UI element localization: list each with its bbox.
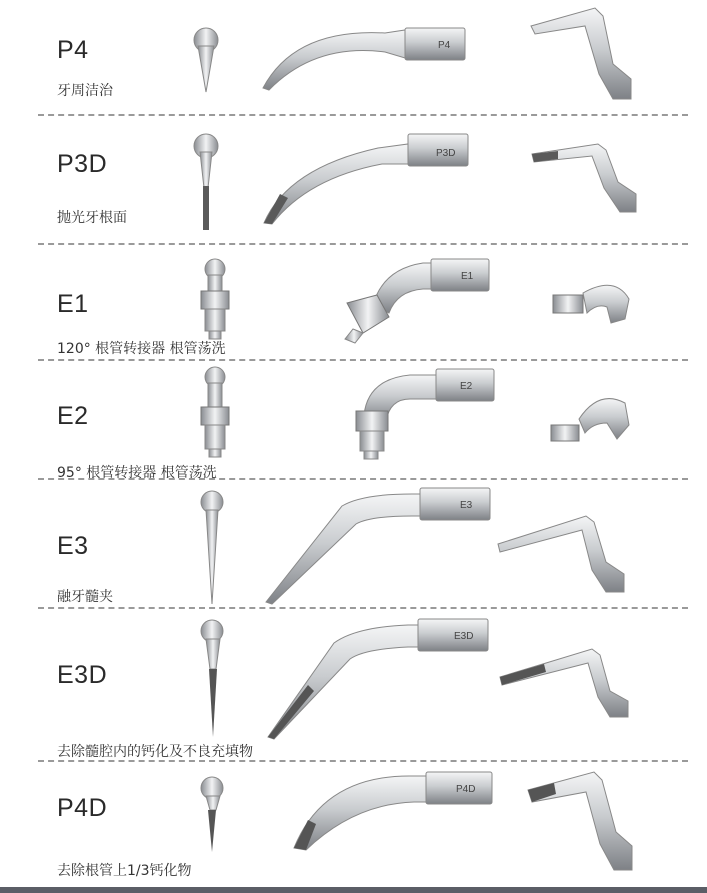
- tip-side-view: [255, 18, 495, 98]
- tip-side-view: [350, 365, 500, 465]
- tip-angled-view: [496, 639, 636, 719]
- tip-code: P4D: [57, 794, 108, 822]
- tip-label: P4D: [456, 784, 476, 795]
- tip-side-view: [262, 486, 494, 606]
- tip-front-view: [188, 128, 228, 238]
- tip-angled-view: [524, 770, 644, 880]
- tip-description: 抛光牙根面: [57, 210, 127, 226]
- tip-angled-view: [494, 504, 634, 594]
- tip-label: E3D: [454, 631, 474, 642]
- tip-side-view: [264, 768, 496, 858]
- tip-row-p4d: [0, 762, 707, 886]
- tip-label: E1: [461, 271, 474, 282]
- tip-label: P3D: [436, 148, 456, 159]
- tip-front-view: [196, 488, 236, 608]
- tip-code: E3D: [57, 661, 108, 689]
- tip-front-view: [195, 365, 235, 465]
- tip-description: 95° 根管转接器 根管荡洗: [57, 465, 217, 481]
- tip-code: P3D: [57, 150, 108, 178]
- tip-front-view: [198, 776, 238, 856]
- tip-side-view: [333, 255, 493, 345]
- tip-row-e3d: [0, 609, 707, 761]
- tip-front-view: [195, 255, 235, 345]
- tip-code: E3: [57, 532, 89, 560]
- tip-row-e1: [0, 245, 707, 360]
- tip-row-p3d: [0, 116, 707, 244]
- tip-description: 融牙髓夹: [57, 589, 113, 605]
- tip-row-e2: [0, 361, 707, 479]
- tip-angled-view: [528, 126, 648, 216]
- tip-description: 去除根管上1/3钙化物: [57, 863, 192, 879]
- tip-side-view: [258, 128, 498, 228]
- tip-angled-view: [525, 4, 645, 104]
- tip-description: 牙周洁治: [57, 83, 113, 99]
- tip-description: 120° 根管转接器 根管荡洗: [57, 341, 226, 357]
- tip-code: P4: [57, 36, 89, 64]
- tip-label: E2: [460, 381, 473, 392]
- bottom-border: [0, 887, 707, 893]
- tip-front-view: [188, 22, 228, 102]
- tip-description: 去除髓腔内的钙化及不良充填物: [57, 744, 253, 760]
- tip-row-e3: [0, 480, 707, 608]
- tip-angled-view: [545, 273, 635, 333]
- tip-front-view: [198, 617, 238, 747]
- tip-code: E2: [57, 402, 89, 430]
- tip-side-view: [264, 613, 494, 743]
- tip-row-p4: [0, 0, 707, 115]
- tip-label: P4: [438, 40, 451, 51]
- tip-code: E1: [57, 290, 89, 318]
- tip-angled-view: [545, 385, 635, 455]
- tip-label: E3: [460, 500, 473, 511]
